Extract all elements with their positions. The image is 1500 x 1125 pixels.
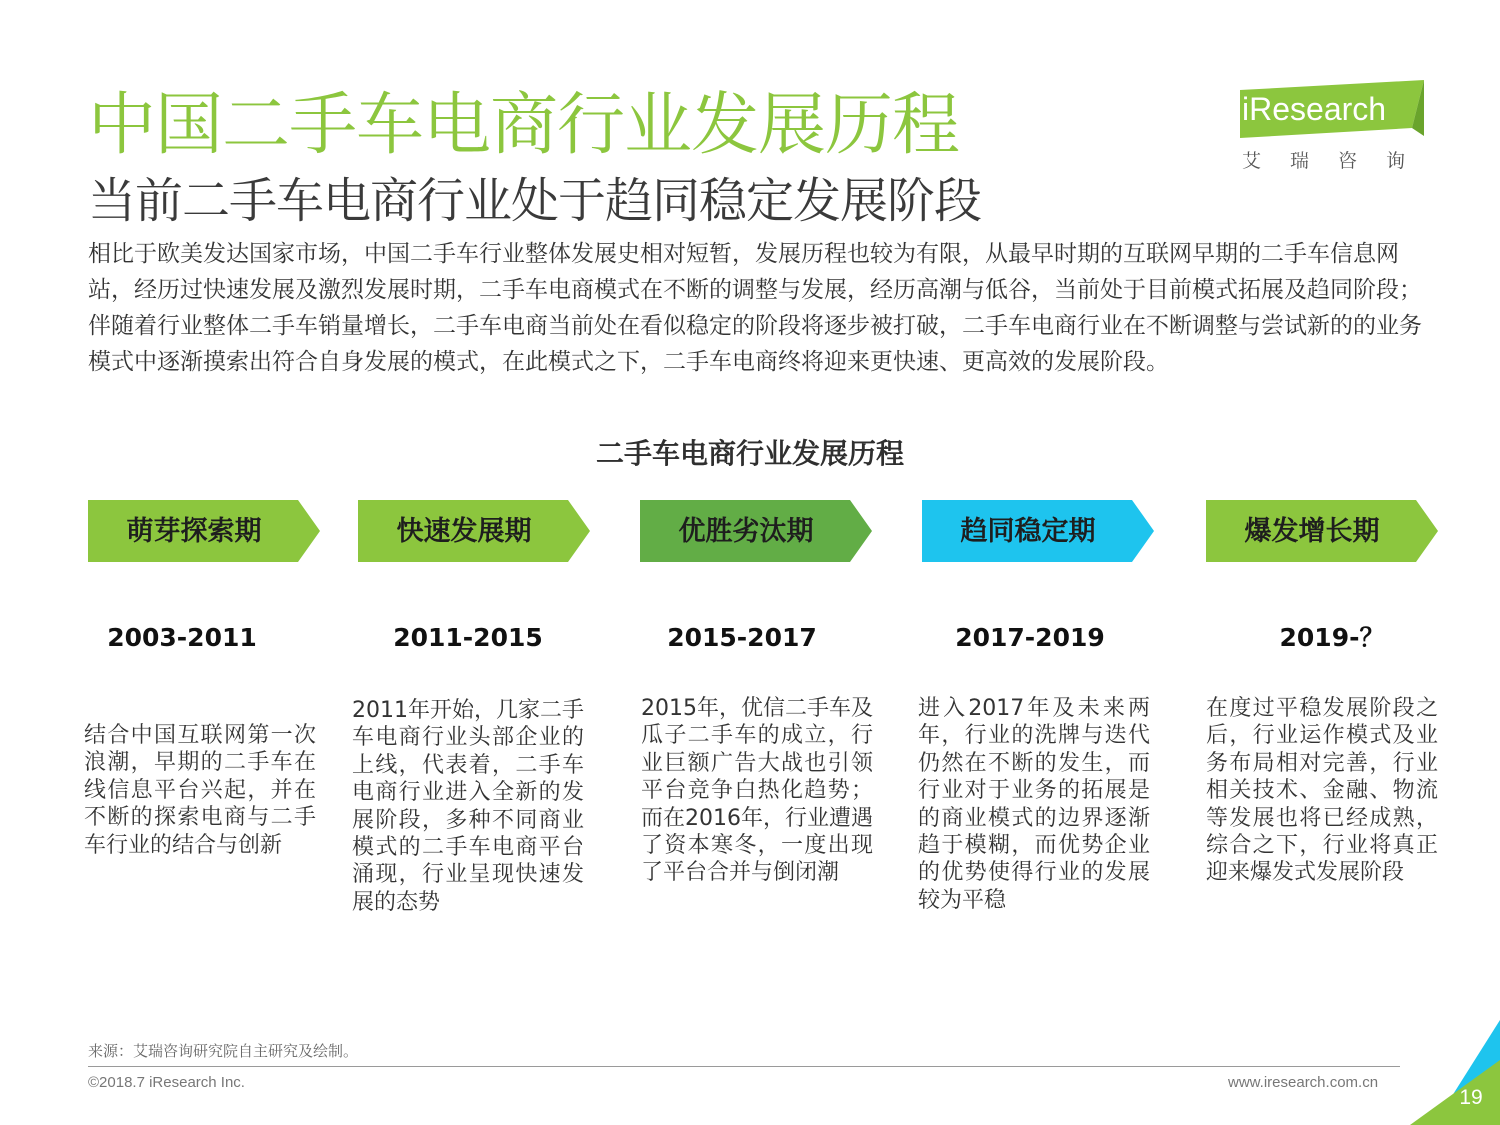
phase-arrow-3 [640,500,872,562]
intro-paragraph-2: 伴随着行业整体二手车销量增长，二手车电商当前处在看似稳定的阶段将逐步被打破，二手车电商行业在不断调整与尝试新的的业务模式中逐渐摸索出符合自身发展的模式，在此模式之下，二手车电商终将迎来更快速、更高效的发展阶段。 [88,313,1422,375]
copyright: ©2018.7 iResearch Inc. [88,1074,245,1091]
source-note: 来源：艾瑞咨询研究院自主研究及绘制。 [88,1042,359,1060]
phase-description-1: 结合中国互联网第一次浪潮，早期的二手车在线信息平台兴起，并在不断的探索电商与二手车行业的结合与创新 [84,723,316,858]
intro-text [88,236,1428,380]
phase-label-4: 趋同稳定期 [960,516,1096,547]
phase-description-5: 在度过平稳发展阶段之后，行业运作模式及业务布局相对完善，行业相关技术、金融、物流等发展也将已经成熟，综合之下，行业将真正迎来爆发式发展阶段 [1206,696,1438,886]
phase-description-3: 2015年，优信二手车及瓜子二手车的成立，行业巨额广告大战也引领平台竞争白热化趋势；而在2016年，行业遭遇了资本寒冬，一度出现了平台合并与倒闭潮 [641,696,873,886]
phase-arrow-4 [922,500,1154,562]
phase-label-1: 萌芽探索期 [126,516,262,547]
footer-divider [88,1066,1400,1067]
phase-years-4: 2017-2019 [955,623,1105,652]
phase-arrow-1 [88,500,320,562]
phase-years-1: 2003-2011 [107,623,257,652]
website-url: www.iresearch.com.cn [1228,1074,1379,1091]
phase-years-5: 2019-？ [1279,623,1385,652]
page-subtitle: 当前二手车电商行业处于趋同稳定发展阶段 [88,173,982,229]
page-title: 中国二手车电商行业发展历程 [88,86,960,165]
phase-arrow-2 [358,500,590,562]
phase-description-4: 进入2017年及未来两年，行业的洗牌与迭代仍然在不断的发生，而行业对于业务的拓展是的商业模式的边界逐渐趋于模糊，而优势企业的优势使得行业的发展较为平稳 [918,696,1150,913]
logo-subtitle: 艾瑞咨询 [1242,150,1435,172]
iresearch-logo [1232,80,1435,176]
phase-description-2: 2011年开始，几家二手车电商行业头部企业的上线，代表着，二手车电商行业进入全新的发展阶段，多种不同商业模式的二手车电商平台涌现，行业呈现快速发展的态势 [352,698,584,915]
phase-label-2: 快速发展期 [396,516,532,547]
timeline-title: 二手车电商行业发展历程 [595,437,904,470]
page-number: 19 [1459,1086,1483,1109]
phase-label-5: 爆发增长期 [1244,516,1380,547]
phase-years-2: 2011-2015 [393,623,543,652]
phase-arrow-5 [1206,500,1438,562]
phase-label-3: 优胜劣汰期 [678,516,814,547]
logo-wordmark: iResearch [1242,91,1387,127]
phase-years-3: 2015-2017 [667,623,817,652]
intro-paragraph-1: 相比于欧美发达国家市场，中国二手车行业整体发展史相对短暂，发展历程也较为有限，从最早时期的互联网早期的二手车信息网站，经历过快速发展及激烈发展时期，二手车电商模式在不断的调整与发展，经历高潮与低谷，当前处于目前模式拓展及趋同阶段； [88,241,1422,303]
